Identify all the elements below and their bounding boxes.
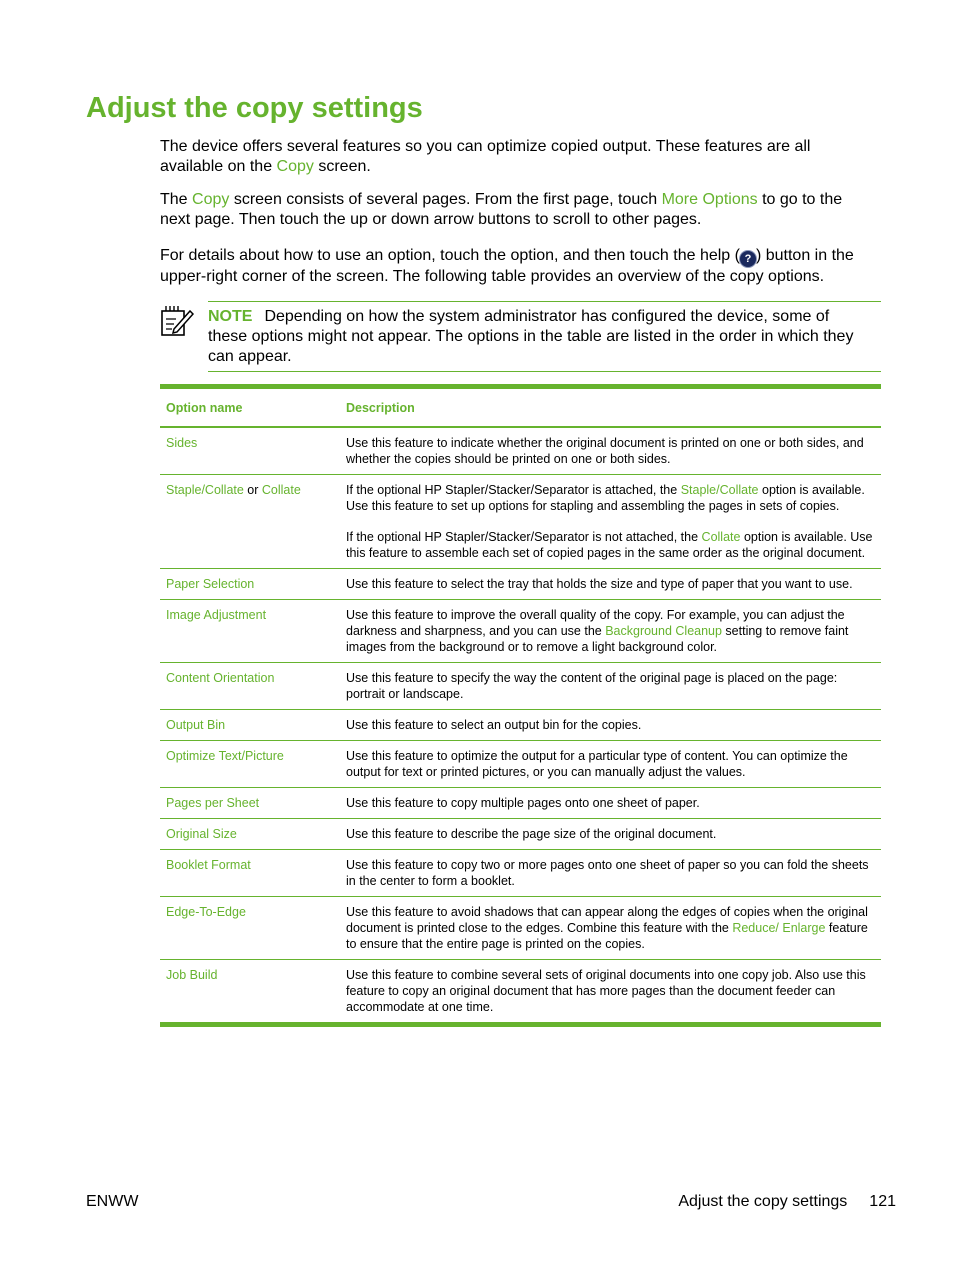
footer-right bbox=[678, 1193, 896, 1211]
option-name: Image Adjustment bbox=[160, 600, 340, 663]
option-description: Use this feature to improve the overall quality of the copy. For example, you can adjust the darkness and sharpness, and you can use the Background Cleanup setting to remove faint images from the background or to remove a light background color. bbox=[340, 600, 881, 663]
table-row bbox=[160, 663, 881, 710]
option-description: Use this feature to optimize the output for a particular type of content. You can optimize the output for text or printed pictures, or you can manually adjust the values. bbox=[340, 741, 881, 788]
option-name: Booklet Format bbox=[160, 850, 340, 897]
option-description: Use this feature to combine several sets of original documents into one copy job. Also use this feature to copy an original document that has more pages than the document feeder can accommodate at one time. bbox=[346, 968, 866, 1014]
option-description: Use this feature to select the tray that holds the size and type of paper that you want to use. bbox=[340, 569, 881, 600]
page-number: 121 bbox=[869, 1193, 896, 1210]
table-row bbox=[160, 600, 881, 663]
option-name: Pages per Sheet bbox=[160, 788, 340, 819]
intro-paragraph-2: The Copy screen consists of several pages. From the first page, touch More Options to go to the next page. Then touch the up or down arrow buttons to scroll to other pages. bbox=[160, 191, 843, 228]
copy-options-table bbox=[160, 384, 881, 1027]
note-box bbox=[208, 301, 881, 372]
option-description: Use this feature to copy multiple pages onto one sheet of paper. bbox=[340, 788, 881, 819]
option-name: Paper Selection bbox=[160, 569, 340, 600]
footer-left-label: ENWW bbox=[86, 1193, 139, 1210]
table-row bbox=[160, 819, 881, 850]
help-icon: ? bbox=[740, 251, 756, 267]
option-name: Sides bbox=[160, 427, 340, 475]
intro-paragraph-1: The device offers several features so you can optimize copied output. These features are all available on the Copy screen. bbox=[160, 138, 811, 175]
footer-section-title: Adjust the copy settings bbox=[678, 1193, 848, 1210]
table-row bbox=[160, 427, 881, 475]
column-header-option-name: Option name bbox=[160, 387, 340, 428]
note-text: NOTE Depending on how the system administrator has configured the device, some of these options might not appear. The options in the table are listed in the order in which they can appear. bbox=[208, 308, 854, 365]
option-description: If the optional HP Stapler/Stacker/Separator is attached, the Staple/Collate option is available. Use this feature to set up options for stapling and assembling the pages in sets of copies. If the optional HP Stapler/Stacker/Separator is not attached, the Collate option is available. Use this feature to assemble each set of copied pages in the same order as the original document. bbox=[340, 475, 881, 569]
table-row bbox=[160, 741, 881, 788]
option-description: Use this feature to copy two or more pages onto one sheet of paper so you can fold the sheets in the center to form a booklet. bbox=[340, 850, 881, 897]
table-row bbox=[160, 960, 881, 1025]
page-title: Adjust the copy settings bbox=[86, 92, 423, 124]
copy-screen-reference: Copy bbox=[276, 158, 314, 175]
option-description: Use this feature to select an output bin for the copies. bbox=[340, 710, 881, 741]
table-row bbox=[160, 710, 881, 741]
intro-paragraph-3: For details about how to use an option, touch the option, and then touch the help ( ? ) button in the upper-right corner of the screen. The following table provides an overview of the copy options. bbox=[160, 247, 854, 285]
note-label: NOTE bbox=[208, 308, 253, 325]
option-name: Output Bin bbox=[160, 710, 340, 741]
option-description: Use this feature to describe the page size of the original document. bbox=[340, 819, 881, 850]
table-row bbox=[160, 569, 881, 600]
option-name: Optimize Text/Picture bbox=[160, 741, 340, 788]
table-row bbox=[160, 788, 881, 819]
option-description: Use this feature to avoid shadows that can appear along the edges of copies when the original document is printed close to the edges. Combine this feature with the Reduce/ Enlarge feature to ensure that the entire page is printed on the copies. bbox=[340, 897, 881, 960]
table-row bbox=[160, 850, 881, 897]
option-name: Original Size bbox=[160, 819, 340, 850]
option-description: Use this feature to indicate whether the original document is printed on one or both sides, and whether the copies should be printed on one or both sides. bbox=[340, 427, 881, 475]
table-row bbox=[160, 897, 881, 960]
option-name: Staple/Collate or Collate bbox=[160, 475, 340, 569]
table-row bbox=[160, 475, 881, 569]
table-header-row bbox=[160, 387, 881, 428]
more-options-reference: More Options bbox=[661, 191, 758, 208]
option-name: Edge-To-Edge bbox=[160, 897, 340, 960]
note-pencil-icon bbox=[160, 303, 194, 337]
copy-screen-reference: Copy bbox=[192, 191, 230, 208]
option-name: Content Orientation bbox=[160, 663, 340, 710]
option-name: Job Build bbox=[166, 968, 218, 982]
column-header-description: Description bbox=[340, 387, 881, 428]
option-description: Use this feature to specify the way the content of the original page is placed on the page: portrait or landscape. bbox=[340, 663, 881, 710]
